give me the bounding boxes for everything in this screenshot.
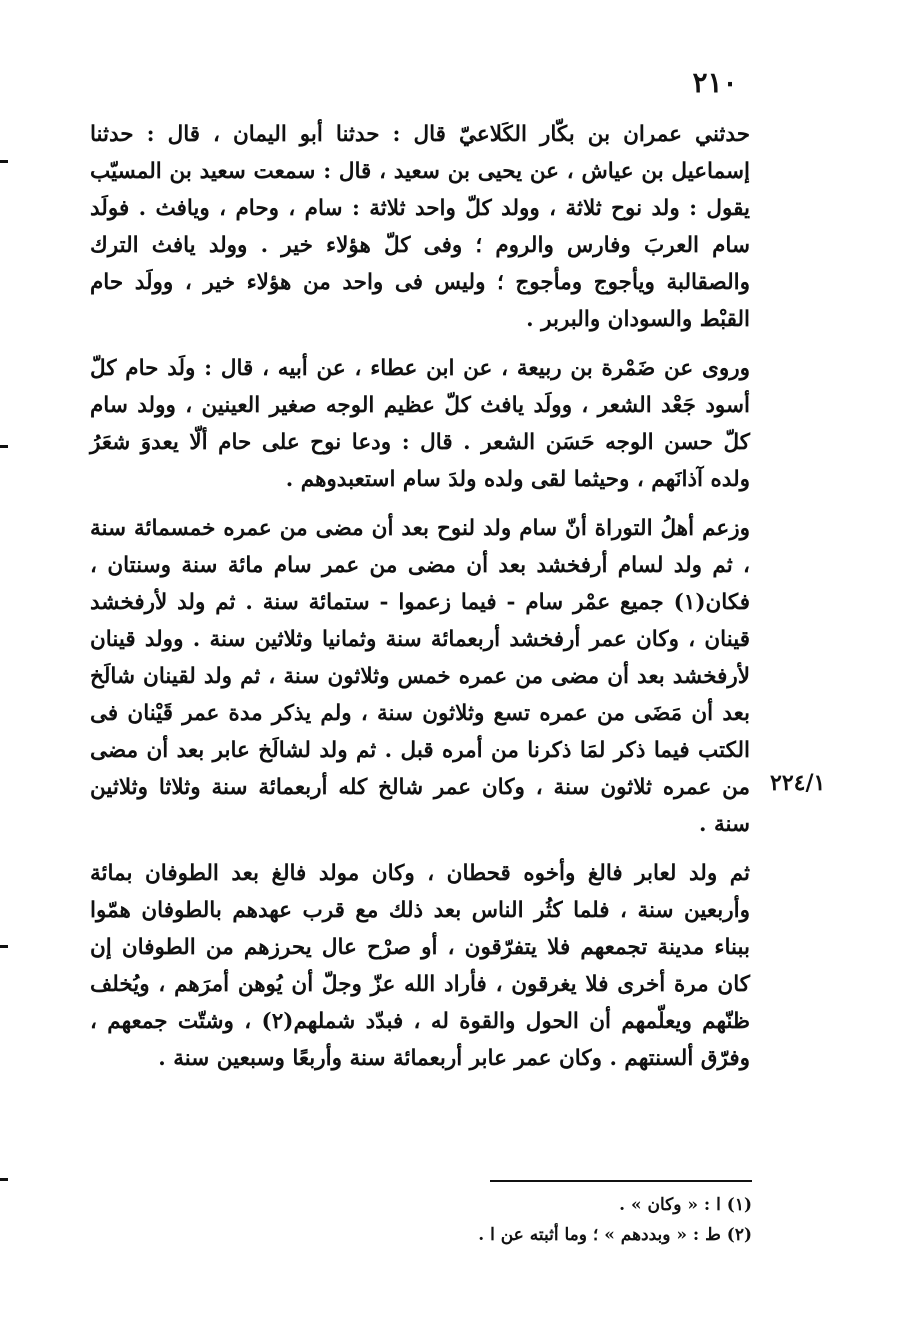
margin-reference: ٢٢٤/١ <box>770 770 826 796</box>
footnote-2: (٢) ط : « وبددهم » ؛ وما أثبته عن ا . <box>478 1225 752 1245</box>
paragraph-1: حدثني عمران بن بكّار الكَلاعيّ قال : حدثنا أبو اليمان ، قال : حدثنا إسماعيل بن عياش ، عن يحيى بن سعيد ، قال : سمعت سعيد بن المسيّب يقول : ولد نوح ثلاثة ، وولد كلّ واحد ثلاثة : سام ، وحام ، ويافث . فولَد سام العربَ وفارس والروم ؛ وفى كلّ هؤلاء خير . وولد يافث الترك والصقالبة ويأجوج ومأجوج ؛ وليس فى واحد من هؤلاء خير ، وولَد حام القبْط والسودان والبربر . <box>90 122 750 332</box>
binding-mark <box>0 445 8 448</box>
footnote-1: (١) ا : « وكان » . <box>619 1195 752 1215</box>
paragraph-2: وروى عن ضَمْرة بن ربيعة ، عن ابن عطاء ، عن أبيه ، قال : ولَد حام كلّ أسود جَعْد الشعر ، وولَد يافث كلّ عظيم الوجه صغير العينين ، وولد سام كلّ حسن الوجه حَسَن الشعر . قال : ودعا نوح على حام ألّا يعدوَ شعَرُ ولده آذانَهم ، وحيثما لقى ولده ولدَ سام استعبدوهم . <box>90 356 750 492</box>
binding-mark <box>0 945 8 948</box>
footnote-divider <box>490 1180 752 1182</box>
binding-mark <box>0 1178 8 1181</box>
binding-mark <box>0 160 8 163</box>
paragraph-3: وزعم أهلُ التوراة أنّ سام ولد لنوح بعد أن مضى من عمره خمسمائة سنة ، ثم ولد لسام أرفخشد بعد أن مضى من عمر سام مائة سنة وسنتان ، فكان(١) جميع عمْر سام - فيما زعموا - ستمائة سنة . ثم ولد لأرفخشد قينان ، وكان عمر أرفخشد أربعمائة سنة وثمانيا وثلاثين سنة . وولد قينان لأرفخشد بعد أن مضى من عمره خمس وثلاثون سنة ، ثم ولد لقينان شالَخ بعد أن مَضَى من عمره تسع وثلاثون سنة ، ولم يذكر مدة عمر قَيْنان فى الكتب فيما ذكر لمَا ذكرنا من أمره قبل . ثم ولد لشالَخ عابر بعد أن مضى من عمره ثلاثون سنة ، وكان عمر شالخ كله أربعمائة سنة وثلاثا وثلاثين سنة . <box>90 516 750 837</box>
paragraph-4: ثم ولد لعابر فالغ وأخوه قحطان ، وكان مولد فالغ بعد الطوفان بمائة وأربعين سنة ، فلما كثُر الناس بعد ذلك مع قرب عهدهم بالطوفان همّوا ببناء مدينة تجمعهم فلا يتفرّقون ، أو صرْح عال يحرزهم من الطوفان إن كان مرة أخرى فلا يغرقون ، فأراد الله عزّ وجلّ أن يُوهن أمرَهم ، ويُخلف ظنّهم ويعلّمهم أن الحول والقوة له ، فبدّد شملهم(٢) ، وشتّت جمعهم ، وفرّق ألسنتهم . وكان عمر عابر أربعمائة سنة وأربعًا وسبعين سنة . <box>90 861 750 1071</box>
main-text <box>90 116 750 1077</box>
page-number: ٢١٠ <box>692 66 738 99</box>
footnotes <box>240 1190 752 1250</box>
